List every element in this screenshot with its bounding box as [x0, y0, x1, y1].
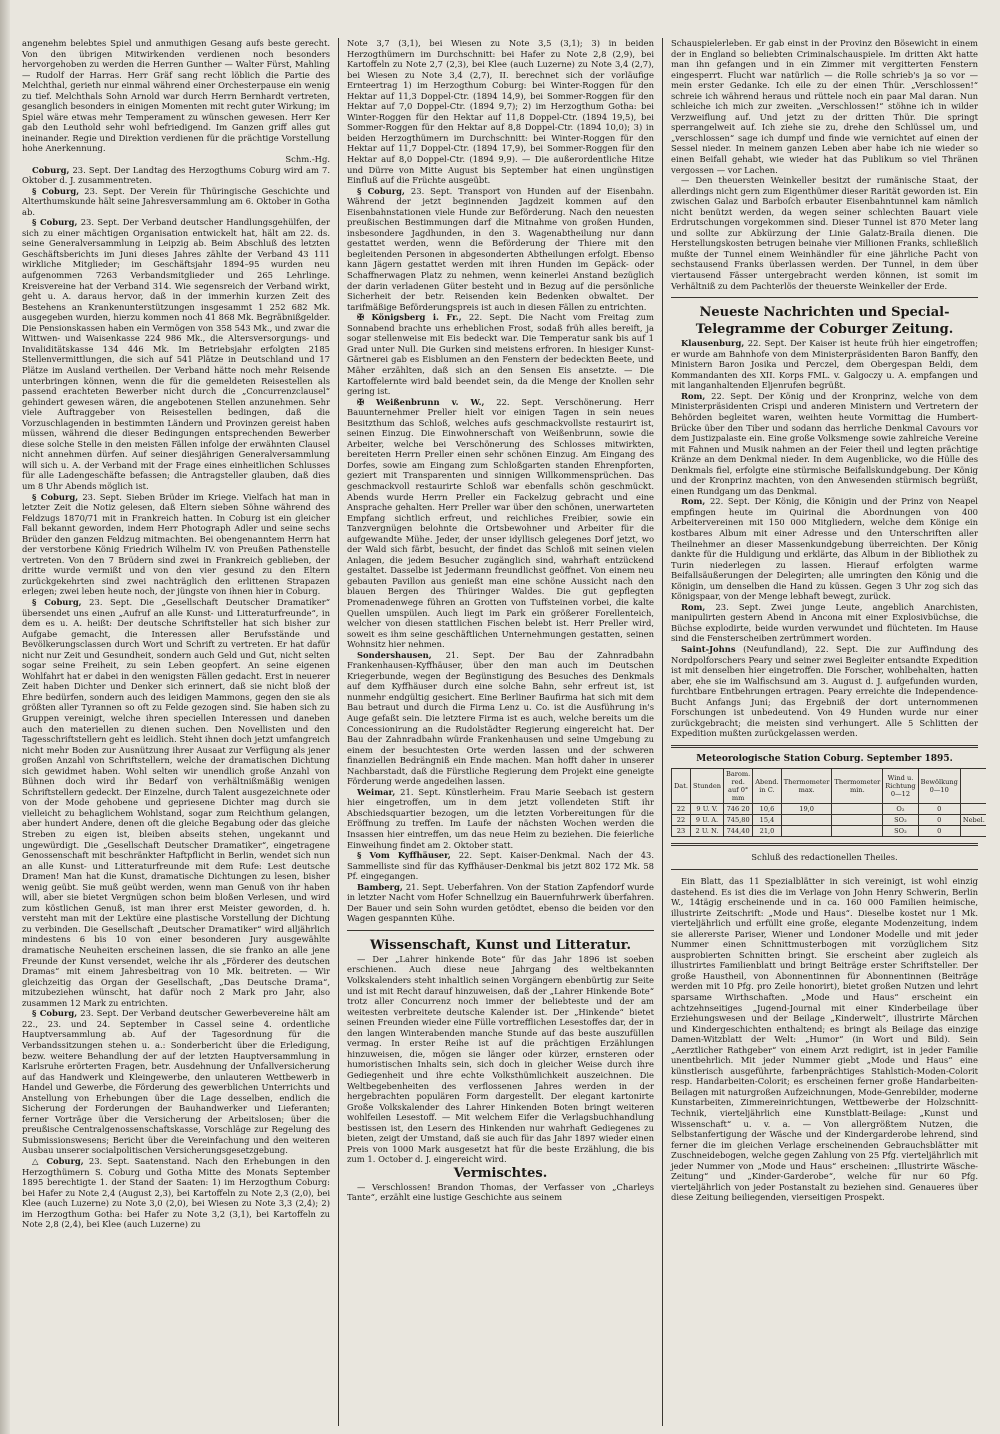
section-heading-wissenschaft: Wissenschaft, Kunst und Litteratur.: [370, 937, 631, 953]
article-body: 23. Sept. Sieben Brüder im Kriege. Vielfach hat man in letzter Zeit die Notiz gelesen, daß Eltern sieben Söhne während des Feldzugs 1870/71 mit in Frankreich hatten. In Coburg ist ein gleicher Fall bekannt geworden, indem Herr Photograph Adler und seine sechs Brüder den ganzen Feldzug mitmachten. Bei obengenanntem Herrn hat der verstorbene König Friedrich Wilhelm IV. von Preußen Pathenstelle vertreten. Von den 7 Brüdern sind zwei in Frankreich geblieben, der dritte wurde vermißt und von den vier gesund zu den Eltern zurückgekehrten sind zwei nachträglich den erlittenen Strapazen erlegen; zwei leben heute noch, der jüngste von ihnen hier in Coburg.: [22, 491, 331, 597]
article-hunde-eisenbahn: [347, 186, 654, 313]
article-weimar: [347, 787, 654, 850]
article-weissenbrunn: [347, 397, 654, 650]
dateline: Saint-Johns: [681, 643, 736, 654]
dateline: § Vom Kyffhäuser,: [357, 850, 451, 861]
weather-cell: [960, 804, 986, 815]
article-handlungsgehuelfen: [22, 217, 330, 491]
article-landtag: [22, 165, 330, 186]
dateline: Coburg,: [32, 164, 70, 175]
article-verschlossen: — Verschlossen! Brandon Thomas, der Verfasser von „Charleys Tante“, erzählt eine lustige Geschichte aus seinem: [347, 1181, 654, 1203]
article-body: 23. Sept. Der Verband deutscher Gewerbevereine hält am 22., 23. und 24. September in Cassel seine 4. ordentliche Hauptversammlung ab. Auf der Tagesordnung für die Verbandssitzungen stehen u. a.: Sonderbericht über die Erledigung, bezw. weitere Behandlung der auf der letzten Hauptversammlung in Karlsruhe erörterten Fragen, betr. Ausdehnung der Unfallversicherung auf das Handwerk und Kleingewerbe, den unlauteren Wettbewerb in Handel und Gewerbe, die Förderung des gewerblichen Unterrichts und Anstellung von Erhebungen über die Lage desselben, endlich die Sicherung der Forderungen der Bauhandwerker und Lieferanten; ferner Vorträge über die Versicherung der Arbeitslosen; über die preußische Centralgenossenschaftskasse, Vorschläge zur Regelung des Submissionswesens; Bericht über die Vereinfachung und den weiteren Ausbau unserer socialpolitischen Versicherungsgesetzgebung.: [22, 1008, 330, 1156]
article-rom-3: [671, 602, 978, 644]
advert-mode-und-haus: Ein Blatt, das 11 Spezialblätter in sich vereinigt, ist wohl einzig dastehend. Es ist dies die im Verlage von John Henry Schwerin, Berlin W., 14tägig erscheinende und in ca. 160 000 Familien heimische, illustrirte Zeitschrift: „Mode und Haus“. Dieselbe kostet nur 1 Mk. vierteljährlich und erfüllt eine große, elegante Modenzeitung, indem sie allererste Pariser, Wiener und Londoner Modelle und mit jeder Nummer einen Schnittmusterbogen mit vorzüglichem Sitz ausprobierten Schnitten bringt. Sie erscheint aber zugleich als illustrirtes Familienblatt und bringt Beiträge erster Schriftsteller. Der große Haustheil, von Abonnentinnen für Abonnentinnen (Beiträge werden mit 10 Pfg. pro Zeile honorirt), bietet großen Nutzen und lehrt sparsame Wirthschaften. „Mode und Haus“ erscheint ein achtzehnseitiges „Jugend-Journal mit einer Kinderbeilage über Erziehungswesen und der Beilage „Kinderwelt“, illustrirte Märchen und Kindergeschichten enthaltend; es bringt als Beilage das einzige Damen-Witzblatt der Welt: „Humor“ (in Wort und Bild). Sein „Aerztlicher Rathgeber“ von einem Arzt redigirt, ist in jeder Familie unentbehrlich. Mit jeder Nummer giebt „Mode und Haus“ eine künstlerisch ausgeführte, farbenprächtiges Stahlstich-Moden-Colorit resp. Handarbeiten-Colorit; es erscheinen ferner große Handarbeiten-Beilagen mit naturgroßen Aufzeichnungen, Mode-Genrebilder, moderne Kunstarbeiten, Zimmereinrichtungen, Wettbewerbe der Holzschnitt-Technik, vierteljährlich eine Kunstblatt-Beilage: „Kunst und Wissenschaft“ u. v. a. — Von allergrößtem Nutzen, die Selbstanfertigung der Wäsche und der Kindergarderobe lehrend, sind ferner die im gleichen Verlage erscheinenden Gebrauchsblätter mit Zuschneidebogen, welche gegen Zahlung von 25 Pfg. vierteljährlich mit jeder Nummer von „Mode und Haus“ erscheinen: „Illustrirte Wäsche-Zeitung“ und „Kinder-Garderobe“, welche für nur 60 Pfg. vierteljährlich von jeder Postanstalt zu beziehen sind. Genaueres über diese Zeitung beiliegenden, vierseitigen Prospekt.: [671, 876, 978, 1203]
dateline: Bamberg,: [357, 881, 403, 892]
dateline: △ Coburg,: [32, 1155, 84, 1166]
dateline: § Coburg,: [32, 217, 78, 228]
weather-header-cell: Wind u. Richtung 0—12: [883, 769, 918, 804]
weather-cell: 22: [672, 804, 691, 815]
weather-table-title: Meteorologische Station Coburg. September 1895.: [696, 753, 953, 764]
article-body: (Neufundland), 22. Sept. Die zur Auffindung des Nordpolforschers Peary und seiner zwei Begleiter entsandte Expedition ist mit denselben hier eingetroffen. Die Forscher, wohlbehalten, hatten aber, ehe sie im Walfischsund am 3. August d. J. aufgefunden wurden, furchtbare Entbehrungen ertragen. Peary erreichte die Independence-Bucht Anfangs Juni; das Ergebniß der dort unternommenen Forschungen ist unbedeutend. Von 49 Hunden wurde nur einer zurückgebracht; die meisten sind verhungert. Alle 5 Schlitten der Expedition mußten zurückgelassen werden.: [671, 643, 978, 739]
weather-cell: [781, 815, 832, 826]
weather-cell: [960, 826, 986, 837]
article-body: 22. Sept. Der König und der Kronprinz, welche von dem Ministerpräsidenten Crispi und anderen Ministern und Vertretern der Behörden begleitet waren, weihten heute Vormittag die Humbert-Brücke über den Tiber und sodann das herrliche Denkmal Cavours vor dem Justizpalaste ein. Eine große Volksmenge sowie zahlreiche Vereine mit Fahnen und Musik nahmen an der Feier theil und legten prächtige Kränze an dem Denkmal nieder. In dem Augenblicke, wo die Hülle des Denkmals fiel, erfolgte eine stürmische Beifallskundgebung. Der König und der Kronprinz machten, von den Anwesenden stürmisch begrüßt, einen Rundgang um das Denkmal.: [671, 390, 978, 496]
dateline: § Coburg,: [357, 185, 405, 196]
article-dramatiker: [22, 597, 330, 1008]
end-editorial-note: Schluß des redactionellen Theiles.: [751, 852, 898, 863]
article-body: 23. Sept. Zwei junge Leute, angeblich Anarchisten, manipulirten gestern Abend in Ancona mit einer Explosivbüchse, die Büchse explodirte, beide wurden verwundet und flüchteten. Im Hause sind die Fensterscheiben zertrümmert worden.: [671, 601, 978, 644]
article-body: 23. Sept. Die „Gesellschaft Deutscher Dramatiker“ übersendet uns einen „Aufruf an alle Kunst- und Litteraturfreunde“, in dem es u. A. heißt: Der deutsche Schriftsteller hat sich bisher zur Aufgabe gemacht, die Interessen aller Berufsstände und Bevölkerungsclassen durch Wort und Schrift zu vertreten. Er hat dafür nicht nur Zeit und Gesundheit, sondern auch Geld und Gut, nicht selten sogar seine Freiheit, zu sein Leben geopfert. An seine eigenen Wohlfahrt hat er dabei in den wenigsten Fällen gedacht. Erst in neuerer Zeit haben Dichter und Denker sich erinnert, daß sie nicht bloß der Ehre bedürfen, sondern auch des leidigen Mammons, gegen den sie als größten aller Tyrannen so oft zu Felde gezogen sind. Sie haben sich zu Gruppen vereinigt, welche ihren speciellen Interessen und daneben auch den materiellen zu dienen suchen. Den Novellisten und den Tagesschriftstellern geht es leidlich. Steht ihnen doch jetzt umfangreich nicht mehr Boden zur Ausnützung ihrer Ausaat zur Verfügung als jener großen Anzahl von Schriftstellern, welche der dramatischen Dichtung sich gewidmet haben. Wohl selten wir unendlich große Anzahl von Bühnen doch wird ihr Bedarf von verhältnißmäßig wenigen Schriftstellern gedeckt. Der Einzelne, durch Talent ausgezeichnete oder von der Mode gehobene und gepriesene Dichter mag durch sie vielleicht zu behaglichem Wohlstand, sogar zum Reichthum gelangen, aber hundert Andere, denen oft die gleiche Begabung oder das gleiche Streben zu eigen ist, bleiben abseits stehen, ungekannt und ungewürdigt. Die „Gesellschaft Deutscher Dramatiker“, eingetragene Genossenschaft mit beschränkter Haftpflicht in Berlin, wendet sich nun an alle Kunst- und Litteraturfreunde mit dem Rufe: Lest deutsche Dramen! Man hat die Kunst, dramatische Dichtungen zu lesen, bisher wenig geübt. Sie muß geübt werden, wenn man Genuß von ihr haben will, aber sie bietet Vergnügen schon beim bloßen Verlesen, und wird zum köstlichen Genuß, ist man ihrer erst Meister geworden, d. h. versteht man mit der Lektüre eine plastische Vorstellung der Dichtung zu verbinden. Die Gesellschaft „Deutscher Dramatiker“ wird alljährlich mindestens 6 bis 10 von einer besonderen Jury ausgewählte dramatische Neuheiten erscheinen lassen, die sie franko an alle jene Freunde der Kunst versendet, welche ihr als „Förderer des deutschen Dramas“ mit einem Jahresbeitrag von 10 Mk. beitreten. — Wir gleichzeitig das Organ der Gesellschaft, „Das Deutsche Drama“, mitzubeziehen wünscht, hat dafür noch 2 Mark pro Jahr, also zusammen 12 Mark zu entrichten.: [22, 596, 330, 1008]
table-row: [672, 826, 987, 837]
column-right: [662, 38, 986, 1426]
article-klausenburg: [671, 338, 978, 391]
article-tell-review: angenehm belebtes Spiel und anmuthigen Gesang aufs beste gerecht. Von den übrigen Mitwirkenden verdienen noch besonders hervorgehoben zu werden die Herren Gunther — Walter Fürst, Mahling — Rudolf der Harras. Herr Gräf sang recht löblich die Partie des Melchthal, gerieth nur einmal während einer Orchesterpause ein wenig zu tief. Melchthals Sohn Arnold war durch Herrn Bernhardt vertreten, gesanglich besonders in einigen Momenten mit recht guter Wirkung; im Spiel wäre etwas mehr Temperament zu wünschen gewesen. Herr Ker gab den Leuthold sehr wohl befriedigend. Im Ganzen griff alles gut ineinander. Regie und Direktion verdienen für die prächtige Vorstellung hohe Anerkennung.: [22, 38, 330, 154]
weather-header-cell: Barom. red. auf 0° mm: [724, 769, 753, 804]
weather-cell: 2 U. N.: [690, 826, 723, 837]
weather-cell: 22: [672, 815, 691, 826]
weather-cell: 0: [918, 826, 960, 837]
article-sieben-brueder: [22, 492, 330, 597]
section-heading-vermischtes: Vermischtes.: [453, 1165, 548, 1181]
weather-cell: 23: [672, 826, 691, 837]
section-divider: [671, 745, 978, 748]
article-thueringer-verein: [22, 186, 330, 218]
column-left: [14, 38, 338, 1426]
article-gewerbevereine: [22, 1008, 330, 1156]
dateline: Sondershausen,: [357, 649, 432, 660]
section-divider: [347, 930, 654, 931]
article-body: 22. Sept. Verschönerung. Herr Bauunternehmer Preller hielt vor einigen Tagen in sein neues Besitzthum das Schloß, welches aufs geschmackvollste restaurirt ist, seinen Einzug. Die Einwohnerschaft von Weißenbrunn, sowie die Arbeiter, welche bei Verschönerung des Schlosses mitwirkten, bereiteten Herrn Preller einen sehr schönen Einzug. Am Eingang des Dorfes, sowie am Eingang zum Schloßgarten standen Ehrenpforten, geziert mit Transparenten und sinnigen Willkommensprüchen. Das geschmackvoll restaurirte Schloß war ebenfalls schön geschmückt. Abends wurde Herrn Preller ein Fackelzug gebracht und eine Ansprache gehalten. Herr Preller war über den schönen, unerwarteten Empfang sichtlich erfreut, und reichliches Freibier, sowie ein Tanzvergnügen belohnte die Ortsbewohner und Arbeiter für die aufgewandte Mühe. Jeder, der unser idyllisch gelegenes Dorf jetzt, wo der Wald sich färbt, besucht, der findet das Schloß mit seinen vielen Anlagen, die jedem Besucher zugänglich sind, wahrhaft entzückend gestaltet. Dasselbe ist Jedermann freundlichst geöffnet. Von einem neu gebauten Pavillon aus genießt man eine schöne Aussicht nach den blauen Bergen des Thüringer Waldes. Die gut gepflegten Promenadenwege führen an Grotten von Tuffsteinen vorbei, die kalte Quellen umspülen. Auch liegt im Park ein größerer Forellenteich, welcher von diesen stattlichen Fischen belebt ist. Herr Preller wird, soweit es ihm seine geschäftlichen Unternehmungen gestatten, seinen Wohnsitz hier nehmen.: [347, 396, 654, 650]
article-body: 23. Sept. Der Verband deutscher Handlungsgehülfen, der sich zu einer mächtigen Organisation entwickelt hat, hält am 22. ds. seine Generalversammlung in Leipzig ab. Beim Abschluß des letzten Geschäftsberichts im Juni dieses Jahres zählte der Verband 43 111 wirkliche Mitglieder; im Geschäftsjahr 1894–95 wurden neu aufgenommen 7263 Verbandsmitglieder und 265 Lehrlinge. Kreisvereine hat der Verband 314. Wie segensreich der Verband wirkt, geht u. A. daraus hervor, daß in der immerhin kurzen Zeit des Bestehens an Krankenunterstützungen insgesammt 1 252 682 Mk. ausgegeben wurden, hierzu kommen noch 41 868 Mk. Begräbnißgelder. Die Pensionskassen haben ein Vermögen von 358 543 Mk., und zwar die Wittwen- und Waisenkasse 224 986 Mk., die Altersversorgungs- und Invaliditätskasse 134 446 Mk. Im Betriebsjahr erfolgten 2185 Stellenvermittlungen, die sich auf 541 Plätze in Deutschland und 17 Plätze im Ausland vertheilen. Der Verband hätte noch mehr Reisende unterbringen können, wenn die für die gemeldeten Reisestellen als passend erachteten Bewerber nicht durch die „Concurrenzclausel“ gehindert gewesen wären, die angebotenen Stellen anzunehmen. Sehr viele Auftraggeber von Reisestellen bedingen, daß die Vorzuschlagenden in bestimmten Ländern und Provinzen gereist haben müssen, während die dieser Bedingungen entsprechenden Bewerber diese solche Stelle in den meisten Fällen infolge der erwähnten Clausel nicht annehmen dürfen. Auf seiner diesjährigen Generalversammlung will sich u. A. der Verband mit der Frage eines einheitlichen Schlusses für alle Ladengeschäfte befassen; die Antragsteller glauben, daß dies um 8 Uhr Abends möglich ist.: [22, 217, 330, 491]
weather-cell: 746 20: [724, 804, 753, 815]
article-body: 21. Sept. Künstlerheim. Frau Marie Seebach ist gestern hier eingetroffen, um in dem jetzt vollendeten Stift ihr Abschiedsquartier bezogen, um die letzten Vorbereitungen für die Eröffnung zu treffen. Im Laufe der nächsten Wochen werden die Insassen hier eintreffen, um das neue Heim zu beziehen. Die feierliche Einweihung findet am 2. Oktober statt.: [347, 786, 654, 850]
article-sondershausen: [347, 650, 654, 787]
article-rom-1: [671, 391, 978, 496]
article-body: 21. Sept. Ueberfahren. Von der Station Zapfendorf wurde in letzter Nacht vom Hofer Schnellzug ein Bauernfuhrwerk überfahren. Der Bauer und sein Sohn wurden getödtet, ebenso die beiden vor den Wagen gespannten Kühe.: [347, 881, 655, 924]
weather-header-cell: Abend. in C.: [753, 769, 781, 804]
section-heading-telegramme: Neueste Nachrichten und Special-Telegramme der Coburger Zeitung.: [695, 305, 954, 338]
article-body: 23. Sept. Der Verein für Thüringische Geschichte und Alterthumskunde hält seine Jahresversammlung am 6. Oktober in Gotha ab.: [22, 185, 330, 217]
weather-cell: 744,40: [724, 826, 753, 837]
article-rom-2: [671, 496, 978, 601]
section-divider: [671, 297, 978, 298]
article-saatenstand: [22, 1156, 330, 1230]
article-body: 21. Sept. Der Bau der Zahnradbahn Frankenhausen-Kyffhäuser, über den man auch im Deutschen Kriegerbunde, wegen der Begünstigung des Besuches des Denkmals auf dem Kyffhäuser durch eine solche Bahn, sehr erfreut ist, ist nunmehr endgültig gesichert. Eine Berliner Baufirma hat sich mit dem Bau betraut und durch die Firma Lenz u. Co. ist die Ausführung in's Auge gefaßt sein. Die letztere Firma ist es auch, welche bereits um die Concessionirung an die Rudolstädter Regierung eingereicht hat. Der Bau der Zahnradbahn würde Frankenhausen und seine Umgebung zu einem der besuchtesten Orte werden lassen und der schweren finanziellen Bedrängniß ein Ende machen. Man hofft daher in unserer Nachbarstadt, daß die Fürstliche Regierung dem Projekt eine geneigte Förderung werde angedeihen lassen.: [347, 649, 654, 787]
article-body: 23. Sept. Der Landtag des Herzogthums Coburg wird am 7. Oktober d. J. zusammentreten.: [22, 164, 330, 186]
article-body: 23. Sept. Transport von Hunden auf der Eisenbahn. Während der jetzt beginnenden Jagdzeit kommen auf den Eisenbahnstationen viele Hunde zur Beförderung. Nach den neuesten preußischen Bestimmungen darf die Mitnahme von großen Hunden, insbesondere Jagdhunden, in den 3. Wagenabtheilung nur dann gestattet werden, wenn die Beförderung der Thiere mit den begleitenden Personen in abgesonderten Abtheilungen erfolgt. Ebenso kann Jägern gestattet werden mit ihren Hunden im Gepäck- oder Schaffnerwagen Platz zu nehmen, wenn keinerlei Anstand bezüglich der darin verladenen Güter besteht und in Bezug auf die persönliche Sicherheit der betr. Reisenden kein Bedenken obwaltet. Der tarifmäßige Beförderungspreis ist auch in diesen Fällen zu entrichten.: [347, 185, 654, 312]
table-row: [672, 804, 987, 815]
weather-cell: SO₂: [883, 815, 918, 826]
weather-cell: 21,0: [753, 826, 781, 837]
weather-cell: [832, 815, 883, 826]
dateline: § Coburg,: [32, 1008, 78, 1019]
dateline: ✠ Königsberg i. Fr.,: [357, 312, 462, 323]
section-divider: [671, 869, 978, 870]
dateline: § Coburg,: [32, 185, 80, 196]
weather-cell: 9 U. A.: [690, 815, 723, 826]
article-lahrer-bote: — Der „Lahrer hinkende Bote“ für das Jahr 1896 ist soeben erschienen. Auch diese neue Jahrgang des weltbekannten Volkskalenders steht inhaltlich seinen Vorgängern ebenbürtig zur Seite und ist mit Recht darauf hinzuweisen, daß der „Lahrer Hinkende Bote“ trotz aller Concurrenz noch immer der beliebteste und der am weitesten verbreitete deutsche Kalender ist. Der „Hinkende“ bietet seinen Freunden wieder eine Fülle vortrefflichen Lesestoffes dar, der in den langen Winterabenden manche Stunde auf das beste auszufüllen vermag. In erster Reihe ist auf die prächtigen Erzählungen hinzuweisen, die, mögen sie länger oder kürzer, ernsteren oder humoristischen Inhalts sein, sich doch in gleicher Weise durch ihre Gediegenheit und ihre echte Volksthümlichkeit auszeichnen. Die Weltbegebenheiten des verflossenen Jahres werden in der hergebrachten populären Form dargestellt. Der elegant kartonirte Große Volkskalender des Lahrer Hinkenden Boten bringt weiteren wohlfeilen Lesestoff. — Mit welchem Eifer die Verlagsbuchhandlung bestissen ist, den Lesern des Hinkenden nur wahrhaft Gediegenes zu bieten, zeigt der Umstand, daß sie auch für das Jahr 1897 wieder einen Preis von 1000 Mark ausgesetzt hat für die beste Erzählung, die bis zum 1. October d. J. eingereicht wird.: [347, 953, 654, 1165]
section-divider: [671, 843, 978, 846]
dateline: Rom,: [681, 496, 706, 507]
article-body: 22. Sept. Der König, die Königin und der Prinz von Neapel empfingen heute im Quirinal die Abordnungen von 400 Arbeitervereinen mit 150 000 Mitgliedern, welche dem Könige ein kostbares Album mit einer Adresse und den Unterschriften aller Theilnehmer an dieser Massenkundgebung überreichten. Der König dankte für die Huldigung und erklärte, das Album in der Bibliothek zu Turin niederlegen zu lassen. Hierauf erfolgten warme Beifallsäußerungen der Delegirten; alle umringten den König und die Königin, um denselben die Hand zu küssen. Gegen 3 Uhr zog sich das Königspaar, von der Menge lebhaft bewegt, zurück.: [671, 496, 978, 602]
weather-cell: 0: [918, 804, 960, 815]
weather-table: [671, 768, 986, 837]
weather-cell: Nebel.: [960, 815, 986, 826]
article-body: 22. Sept. Der Kaiser ist heute früh hier eingetroffen; er wurde am Bahnhofe von dem Ministerpräsidenten Baron Banffy, den Ministern Baron Josika und Perczel, dem Obergespan Beldi, dem Kommandanten des XII. Korps FML. v. Galgoczy u. A. empfangen und mit langanhaltenden Eljenrufen begrüßt.: [671, 338, 978, 391]
dateline: Weimar,: [357, 786, 396, 797]
article-bamberg: [347, 882, 654, 924]
weather-table-body: [672, 804, 987, 837]
article-weinkeller: — Den theuersten Weinkeller besitzt der rumänische Staat, der allerdings nicht gern zum Eigenthümer dieser Rarität geworden ist. Ein zwischen Galaz und Barboſch erbauter Eisenbahntunnel kam nämlich nicht benützt werden, da wegen seiner schlechten Bauart viele Erdrutschungen vorgekommen sind. Dieser Tunnel ist 870 Meter lang und sollte zur Abkürzung der Linie Galatz-Braila dienen. Die Herstellungskosten betrugen beinahe vier Millionen Franks, schließlich mußte der Tunnel einem Weinhändler für eine jährliche Pacht von sechstausend Franks überlassen werden. Der Tunnel, in dem über viertausend Fässer untergebracht werden können, ist somit im Verhältniß zu dem Pachterlös der theuerste Weinkeller der Erde.: [671, 175, 978, 291]
article-saint-johns: [671, 644, 978, 739]
dateline: Klausenburg,: [681, 338, 745, 349]
weather-cell: O₂: [883, 804, 918, 815]
dateline: Rom,: [681, 601, 706, 612]
dateline: ✠ Weißenbrunn v. W.,: [357, 396, 485, 407]
article-body: 23. Sept. Saatenstand. Nach den Erhebungen in den Herzogthümern S. Coburg und Gotha Mitte des Monats September 1895 berechtigte 1. der Stand der Saaten: 1) im Herzogthum Coburg: bei Hafer zu Note 2,4 (August 2,3), bei Kartoffeln zu Note 2,3 (2,0), bei Klee (auch Luzerne) zu Note 3,0 (2,0), bei Wiesen zu Note 3,3 (2,4); 2) im Herzogthum Gotha: bei Hafer zu Note 3,2 (3,1), bei Kartoffeln zu Note 2,8 (2,4), bei Klee (auch Luzerne) zu: [22, 1155, 330, 1230]
article-saatenstand-cont: Note 3,7 (3,1), bei Wiesen zu Note 3,5 (3,1); 3) in beiden Herzogthümern im Durchschnitt: bei Hafer zu Note 2,8 (2,9), bei Kartoffeln zu Note 2,7 (2,3), bei Klee (auch Luzerne) zu Note 3,4 (2,7), bei Wiesen zu Note 3,4 (2,7), II. berechnet sich der vorläufige Ernteertrag 1) im Herzogthum Coburg: bei Winter-Roggen für den Hektar auf 11,3 Doppel-Ctr. (1894 14,9), bei Sommer-Roggen für den Hektar auf 7,0 Doppel-Ctr. (1894 9,7); 2) im Herzogthum Gotha: bei Winter-Roggen für den Hektar auf 11,8 Doppel-Ctr. (1894 19,5), bei Sommer-Roggen für den Hektar auf 8,8 Doppel-Ctr. (1894 10,0); 3) in beiden Herzogthümern im Durchschnitt: bei Winter-Roggen für den Hektar auf 11,7 Doppel-Ctr. (1894 17,9), bei Sommer-Roggen für den Hektar auf 8,0 Doppel-Ctr. (1894 9,9). — Die außerordentliche Hitze und Dürre von Mitte August bis September hat einen ungünstigen Einfluß auf die Früchte ausgeübt.: [347, 38, 654, 186]
article-body: 22. Sept. Die Nacht vom Freitag zum Sonnabend brachte uns erheblichen Frost, sodaß früh alles bereift, ja sogar stellenweise mit Eis bedeckt war. Die Temperatur sank bis auf 1 Grad unter Null. Die Gurken sind meistens erfroren. In hiesiger Kunst-Gärtnerei gab es Eisblumen an den Fenstern der bedeckten Beete, und Mäher erzählten, daß sich an den Sensen Eis ansetzte. — Die Kartoffelernte wird bald beendet sein, da die Menge der Knollen sehr gering ist.: [347, 312, 654, 397]
article-signature: Schm.-Hg.: [285, 154, 330, 165]
weather-header-cell: Stunden: [690, 769, 723, 804]
article-koenigsberg: [347, 312, 654, 396]
weather-cell: [832, 804, 883, 815]
weather-cell: SO₂: [883, 826, 918, 837]
weather-header-cell: Dat.: [672, 769, 691, 804]
dateline: Rom,: [681, 390, 706, 401]
weather-header-cell: Bewölkung 0—10: [918, 769, 960, 804]
dateline: § Coburg,: [32, 491, 79, 502]
article-verschlossen-cont: Schauspielerleben. Er gab einst in der Provinz den Bösewicht in einem der in England so beliebten Criminalschauspiele. Im dritten Akt hatte man ihn gefangen und in ein Zimmer mit vergitterten Fenstern eingesperrt. Flucht war natürlich — die Rolle schrieb's ja so vor — mein erster Gedanke. Ich eile zu der einen Thür. „Verschlossen!“ schreie ich während heraus und rüttele noch ein paar Mal daran. Nun schleiche ich mich zur zweiten. „Verschlossen!“ stöhne ich in wilder Verzweiflung auf. Und jetzt zu der dritten Thür. Die springt sperrangelweit auf. Ich ziehe sie zu, drehe den Schlüssel um, und „verschlossen“ sage ich dumpf und finde wie vernichtet auf einen der Sessel nieder. In meinem ganzen Leben aber habe ich nie wieder so einen Beifall gehabt, wie wieder hat das Publikum so viel Thränen vergossen — vor Lachen.: [671, 38, 978, 175]
table-row: [672, 815, 987, 826]
weather-cell: 745,80: [724, 815, 753, 826]
article-kyffhaeuser: [347, 850, 654, 882]
weather-cell: 0: [918, 815, 960, 826]
weather-cell: 19,0: [781, 804, 832, 815]
weather-cell: 9 U. V.: [690, 804, 723, 815]
weather-cell: 15,4: [753, 815, 781, 826]
weather-header-cell: [960, 769, 986, 804]
weather-table-header: [672, 769, 987, 804]
weather-cell: 10,6: [753, 804, 781, 815]
weather-cell: [781, 826, 832, 837]
article-body: 22. Sept. Kaiser-Denkmal. Nach der 43. Sammelliste sind für das Kyffhäuser-Denkmal bis jetzt 802 172 Mk. 58 Pf. eingegangen.: [347, 850, 654, 882]
column-middle: [338, 38, 662, 1426]
dateline: § Coburg,: [32, 596, 82, 607]
weather-header-cell: Thermometer min.: [832, 769, 883, 804]
weather-header-cell: Thermometer max.: [781, 769, 832, 804]
weather-cell: [832, 826, 883, 837]
